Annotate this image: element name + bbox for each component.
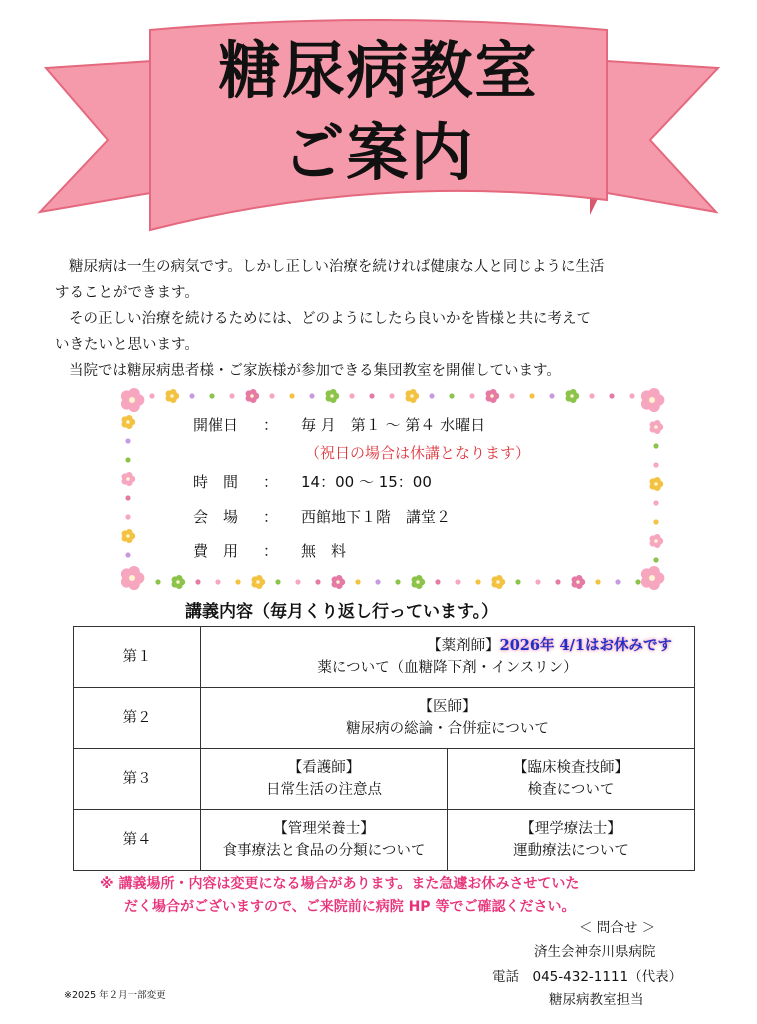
lecture-topic: 運動療法について — [513, 843, 629, 859]
lecture-role-line — [201, 635, 694, 657]
flower-decoration — [486, 389, 500, 403]
dot-decoration — [125, 457, 130, 462]
dot-decoration — [635, 579, 640, 584]
dot-decoration — [315, 579, 320, 584]
schedule-time-row — [193, 471, 432, 492]
holiday-note: （祝日の場合は休講となります） — [305, 444, 531, 462]
table-row — [74, 688, 695, 749]
flower-decoration — [492, 575, 506, 589]
flower-decoration — [650, 420, 664, 434]
flower-decoration — [406, 389, 420, 403]
dot-decoration — [155, 579, 160, 584]
contact-phone: 電話 045-432-1111（代表） — [492, 969, 683, 985]
colon: ： — [263, 542, 279, 560]
ribbon-right-tail — [590, 60, 718, 212]
date-label: 開催日 — [193, 416, 239, 434]
intro-line: 糖尿病は一生の病気です。しかし正しい治療を続ければ健康な人と同じように生活 — [69, 259, 605, 275]
venue-value: 西館地下１階 講堂２ — [301, 508, 452, 526]
dot-decoration — [189, 393, 194, 398]
dot-decoration — [555, 579, 560, 584]
venue-label: 会 場 — [193, 508, 239, 526]
lecture-role: 【臨床検査技師】 — [513, 760, 629, 776]
warning-line: ※ 講義場所・内容は変更になる場合があります。また急遽お休みさせていた — [100, 876, 580, 892]
lecture-number: 第２ — [74, 688, 201, 749]
dot-decoration — [195, 579, 200, 584]
contact-department: 糖尿病教室担当 — [549, 992, 644, 1008]
lecture-topic: 糖尿病の総論・合併症について — [346, 721, 549, 737]
table-row — [74, 810, 695, 871]
dot-decoration — [475, 579, 480, 584]
lecture-role: 【理学療法士】 — [520, 821, 622, 837]
dot-decoration — [609, 393, 614, 398]
flower-decoration — [246, 389, 260, 403]
flower-decoration — [166, 389, 180, 403]
lecture-role: 【管理栄養士】 — [273, 821, 375, 837]
lecture-topic: 日常生活の注意点 — [266, 782, 382, 798]
dot-decoration — [149, 393, 154, 398]
dot-decoration — [549, 393, 554, 398]
dot-decoration — [275, 579, 280, 584]
dot-decoration — [295, 579, 300, 584]
flower-decoration — [641, 566, 664, 590]
dot-decoration — [469, 393, 474, 398]
dot-decoration — [375, 579, 380, 584]
dot-decoration — [235, 579, 240, 584]
section-title: 講義内容（毎月くり返し行っています。） — [185, 602, 499, 622]
schedule-venue-row — [193, 506, 451, 527]
dot-decoration — [515, 579, 520, 584]
dot-decoration — [595, 579, 600, 584]
schedule-date-row — [193, 414, 485, 435]
revision-footnote: ※2025 年２月一部変更 — [64, 990, 166, 1001]
intro-line: することができます。 — [55, 285, 199, 301]
lecture-role: 【医師】 — [418, 699, 477, 715]
lecture-table — [73, 626, 695, 871]
dot-decoration — [653, 557, 658, 562]
flower-decoration — [326, 389, 340, 403]
lecture-cell — [201, 627, 695, 688]
colon: ： — [263, 508, 279, 526]
intro-line: いきたいと思います。 — [55, 337, 199, 353]
dot-decoration — [629, 393, 634, 398]
intro-line: その正しい治療を続けるためには、どのようにしたら良いかを皆様と共に考えて — [69, 311, 591, 327]
warning-line: だく場合がございますので、ご来院前に病院 HP 等でご確認ください。 — [124, 899, 576, 915]
flower-decoration — [641, 388, 664, 412]
dot-decoration — [395, 579, 400, 584]
lecture-topic: 食事療法と食品の分類について — [222, 843, 426, 859]
dot-decoration — [653, 462, 658, 467]
lecture-number: 第１ — [74, 627, 201, 688]
dot-decoration — [349, 393, 354, 398]
dot-decoration — [289, 393, 294, 398]
cost-value: 無 料 — [301, 542, 347, 560]
flower-decoration — [412, 575, 426, 589]
contact-heading: ＜ 問合せ ＞ — [579, 920, 656, 936]
dot-decoration — [215, 579, 220, 584]
time-label: 時 間 — [193, 473, 239, 491]
lecture-role: 【薬剤師】 — [427, 638, 500, 654]
dot-decoration — [369, 393, 374, 398]
flower-decoration — [572, 575, 586, 589]
lecture-topic: 検査について — [527, 782, 615, 798]
lecture-cell — [448, 749, 695, 810]
flower-decoration — [122, 472, 136, 486]
dot-decoration — [435, 579, 440, 584]
lecture-cell — [201, 749, 448, 810]
dot-decoration — [269, 393, 274, 398]
intro-line: 当院では糖尿病患者様・ご家族様が参加できる集団教室を開催しています。 — [69, 363, 561, 379]
dot-decoration — [653, 519, 658, 524]
ribbon-left-tail — [40, 60, 168, 212]
dot-decoration — [653, 500, 658, 505]
flower-decoration — [122, 529, 136, 543]
dot-decoration — [389, 393, 394, 398]
lecture-cell — [448, 810, 695, 871]
dot-decoration — [125, 552, 130, 557]
dot-decoration — [209, 393, 214, 398]
flower-decoration — [650, 477, 664, 491]
dot-decoration — [309, 393, 314, 398]
flower-decoration — [650, 534, 664, 548]
dot-decoration — [125, 438, 130, 443]
flower-decoration — [121, 566, 144, 590]
flower-decoration — [122, 415, 136, 429]
dot-decoration — [535, 579, 540, 584]
flower-decoration — [566, 389, 580, 403]
dot-decoration — [355, 579, 360, 584]
dot-decoration — [429, 393, 434, 398]
flower-decoration — [121, 388, 144, 412]
dot-decoration — [455, 579, 460, 584]
change-warning — [100, 873, 660, 919]
intro-text — [55, 254, 705, 384]
dot-decoration — [529, 393, 534, 398]
page-title-line1: 糖尿病教室 — [218, 34, 539, 107]
dot-decoration — [653, 443, 658, 448]
flower-decoration — [172, 575, 186, 589]
colon: ： — [263, 416, 279, 434]
table-row — [74, 627, 695, 688]
flower-decoration — [332, 575, 346, 589]
cost-label: 費 用 — [193, 542, 239, 560]
lecture-number: 第３ — [74, 749, 201, 810]
lecture-number: 第４ — [74, 810, 201, 871]
schedule-cost-row — [193, 540, 346, 561]
lecture-cell — [201, 688, 695, 749]
dot-decoration — [589, 393, 594, 398]
contact-hospital: 済生会神奈川県病院 — [534, 944, 656, 960]
page-title-line2: ご案内 — [282, 116, 475, 189]
table-row — [74, 749, 695, 810]
dot-decoration — [509, 393, 514, 398]
dot-decoration — [125, 495, 130, 500]
lecture-role: 【看護師】 — [287, 760, 361, 776]
dot-decoration — [449, 393, 454, 398]
dot-decoration — [615, 579, 620, 584]
lecture-cell — [201, 810, 448, 871]
time-value: 14：00 〜 15：00 — [301, 473, 432, 491]
lecture-topic: 薬について（血糖降下剤・インスリン） — [317, 660, 578, 676]
closure-notice: 2026年 4/1はお休みです — [499, 637, 672, 654]
dot-decoration — [229, 393, 234, 398]
colon: ： — [263, 473, 279, 491]
flower-decoration — [252, 575, 266, 589]
dot-decoration — [125, 514, 130, 519]
date-value: 毎 月 第１ 〜 第４ 水曜日 — [301, 416, 486, 434]
